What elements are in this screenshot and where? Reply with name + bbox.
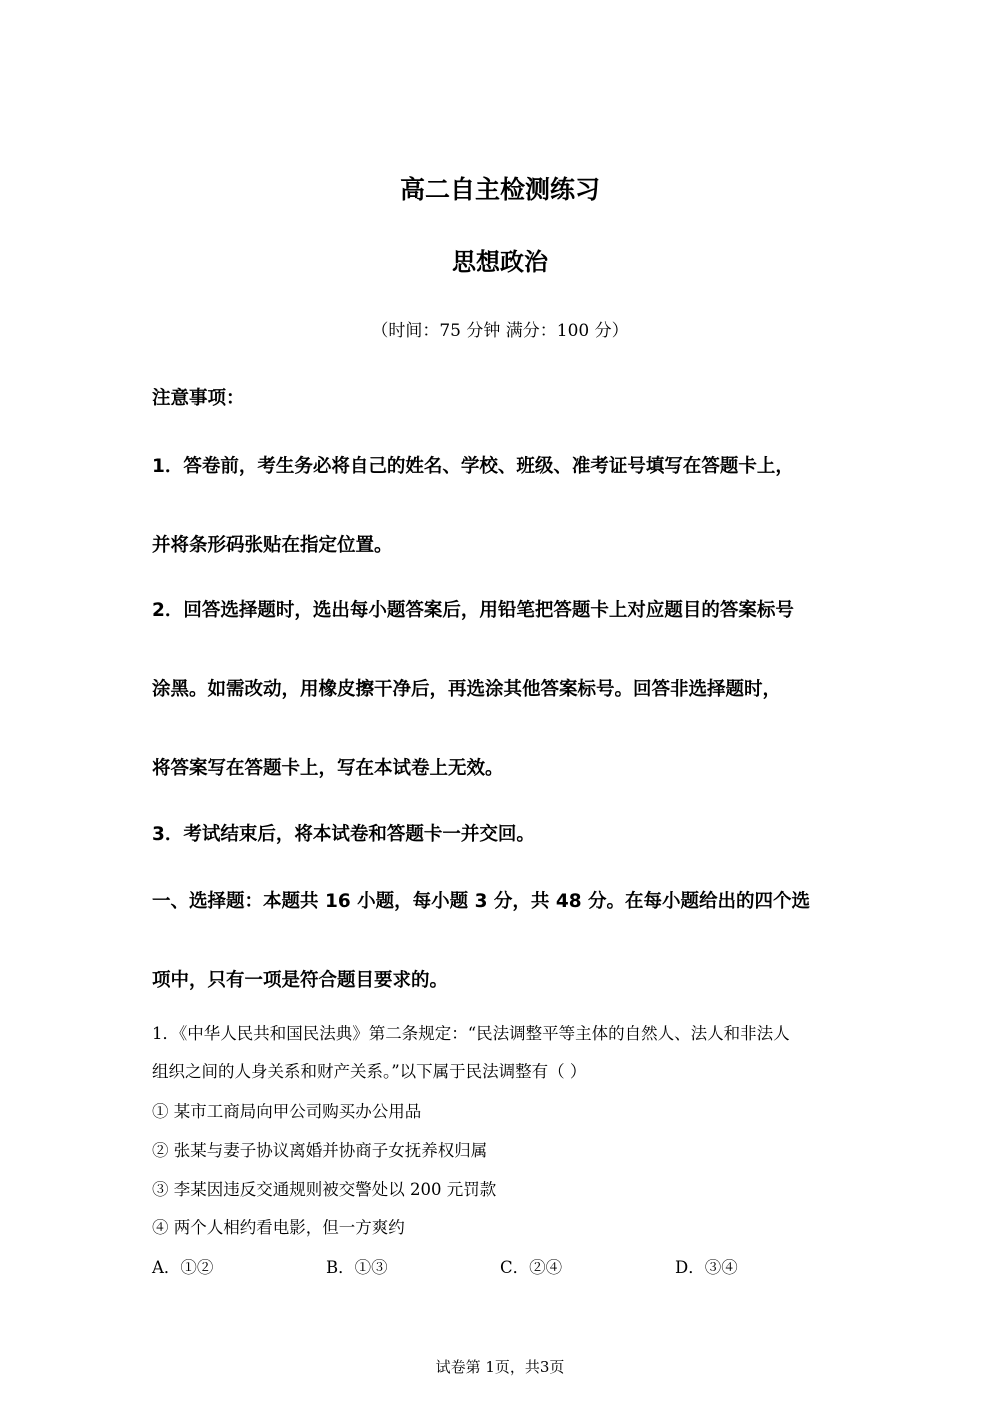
section-heading: 一、选择题：本题共 16 小题，每小题 3 分，共 48 分。在每小题给出的四个选 [152,891,811,912]
page-footer: 试卷第 1页，共3页 [435,1358,565,1376]
option-c: C．②④ [500,1258,563,1277]
subject-title: 思想政治 [452,248,548,276]
question-item: ② 张某与妻子协议离婚并协商子女抚养权归属 [152,1141,488,1160]
notice-heading: 注意事项： [152,388,245,409]
page-title: 高二自主检测练习 [399,175,600,204]
notice-line: 并将条形码张贴在指定位置。 [152,535,393,556]
question-item: ① 某市工商局向甲公司购买办公用品 [152,1102,422,1121]
option-d: D．③④ [675,1258,738,1277]
option-b: B．①③ [326,1258,388,1277]
notice-line: 2．回答选择题时，选出每小题答案后，用铅笔把答题卡上对应题目的答案标号 [152,600,794,621]
notice-line: 涂黑。如需改动，用橡皮擦干净后，再选涂其他答案标号。回答非选择题时， [152,679,782,700]
question-stem: 组织之间的人身关系和财产关系。”以下属于民法调整有（ ） [152,1062,587,1081]
notice-line: 将答案写在答题卡上，写在本试卷上无效。 [152,758,504,779]
option-a: A．①② [152,1258,214,1277]
notice-line: 1．答卷前，考生务必将自己的姓名、学校、班级、准考证号填写在答题卡上， [152,456,794,477]
section-heading: 项中，只有一项是符合题目要求的。 [152,970,449,991]
notice-line: 3．考试结束后，将本试卷和答题卡一并交回。 [152,824,535,845]
question-item: ④ 两个人相约看电影，但一方爽约 [152,1218,405,1237]
question-stem: 1．《中华人民共和国民法典》第二条规定：“民法调整平等主体的自然人、法人和非法人 [152,1024,790,1043]
question-item: ③ 李某因违反交通规则被交警处以 200 元罚款 [152,1180,497,1199]
exam-info: （时间：75 分钟 满分：100 分） [371,321,629,341]
